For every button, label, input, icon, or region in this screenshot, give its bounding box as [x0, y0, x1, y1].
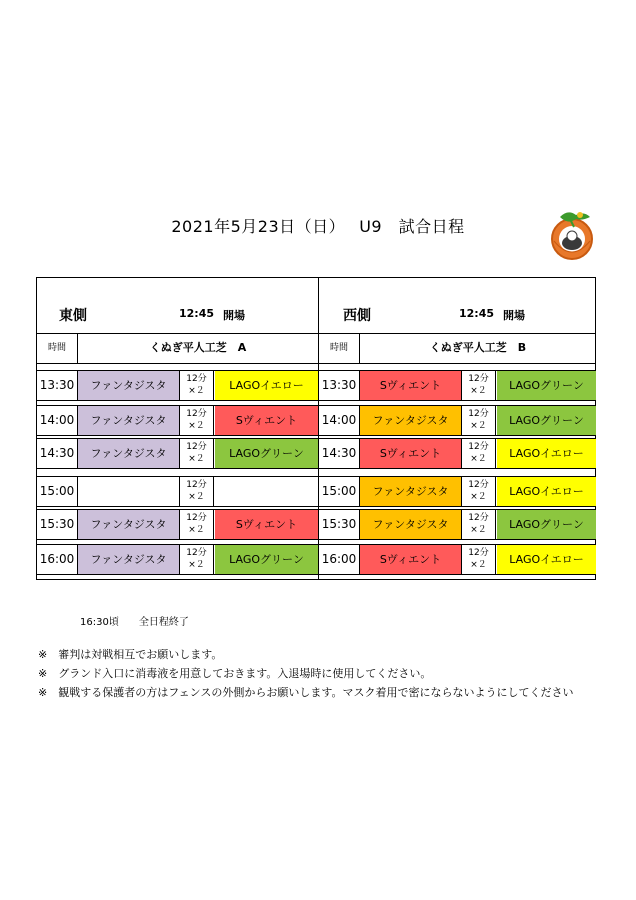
team-a: ファンタジスタ — [78, 371, 180, 400]
match-time: 14:00 — [37, 406, 78, 435]
match-time: 14:00 — [319, 406, 360, 435]
match-time: 16:00 — [319, 545, 360, 574]
match-time: 13:30 — [37, 371, 78, 400]
schedule-row — [37, 544, 318, 575]
team-a — [78, 477, 180, 506]
team-b: LAGOグリーン — [215, 439, 318, 468]
schedule-table — [36, 277, 596, 580]
team-b: Sヴィエント — [215, 406, 318, 435]
match-duration: 12分 ×２ — [462, 371, 496, 400]
match-duration: 12分 ×２ — [180, 406, 214, 435]
schedule-row — [319, 544, 596, 575]
side-name: 西側 — [343, 308, 371, 324]
match-time: 14:30 — [37, 439, 78, 468]
time-column-label: 時間 — [319, 333, 360, 363]
note-item: ※ グランド入口に消毒液を用意しておきます。入退場時に使用してください。 — [38, 667, 432, 680]
team-b: LAGOグリーン — [497, 406, 596, 435]
team-a: ファンタジスタ — [78, 545, 180, 574]
match-duration: 12分 ×２ — [462, 477, 496, 506]
page-title: 2021年5月23日（日） U9 試合日程 — [171, 217, 465, 236]
schedule-row — [37, 405, 318, 436]
schedule-row — [319, 509, 596, 540]
team-b: LAGOイエロー — [497, 439, 596, 468]
west-subheader — [319, 333, 596, 364]
match-time: 13:30 — [319, 371, 360, 400]
team-a: Sヴィエント — [360, 439, 462, 468]
west-header — [319, 278, 596, 334]
match-time: 15:30 — [319, 510, 360, 539]
team-a: ファンタジスタ — [78, 439, 180, 468]
match-duration: 12分 ×２ — [462, 510, 496, 539]
end-note: 16:30頃 全日程終了 — [80, 617, 189, 628]
schedule-row — [319, 405, 596, 436]
team-b: LAGOイエロー — [497, 477, 596, 506]
team-a: ファンタジスタ — [360, 406, 462, 435]
schedule-row — [37, 370, 318, 401]
open-time: 12:45 — [179, 307, 215, 320]
team-b: LAGOグリーン — [497, 371, 596, 400]
schedule-row — [37, 438, 318, 469]
match-time: 16:00 — [37, 545, 78, 574]
club-logo-icon — [546, 205, 598, 263]
team-a: ファンタジスタ — [360, 510, 462, 539]
match-duration: 12分 ×２ — [462, 439, 496, 468]
team-b: LAGOグリーン — [497, 510, 596, 539]
match-time: 15:00 — [319, 477, 360, 506]
schedule-row — [319, 370, 596, 401]
team-b: LAGOイエロー — [497, 545, 596, 574]
match-duration: 12分 ×２ — [180, 545, 214, 574]
match-time: 14:30 — [319, 439, 360, 468]
note-item: ※ 観戦する保護者の方はフェンスの外側からお願いします。マスク着用で密にならないようにしてください — [38, 686, 574, 699]
team-a: Sヴィエント — [360, 545, 462, 574]
match-duration: 12分 ×２ — [180, 439, 214, 468]
match-time: 15:30 — [37, 510, 78, 539]
team-a: ファンタジスタ — [78, 406, 180, 435]
west-side-panel — [318, 278, 596, 579]
team-a: ファンタジスタ — [360, 477, 462, 506]
match-duration: 12分 ×２ — [462, 545, 496, 574]
schedule-row — [37, 509, 318, 540]
open-time: 12:45 — [459, 307, 495, 320]
east-header — [37, 278, 318, 334]
time-column-label: 時間 — [37, 333, 78, 363]
match-duration: 12分 ×２ — [180, 371, 214, 400]
team-b: LAGOグリーン — [215, 545, 318, 574]
match-duration: 12分 ×２ — [180, 510, 214, 539]
team-b — [215, 477, 318, 506]
venue-name: くぬぎ平人工芝 A — [149, 341, 247, 354]
side-name: 東側 — [59, 308, 87, 324]
schedule-row — [319, 476, 596, 507]
match-time: 15:00 — [37, 477, 78, 506]
open-label: 開場 — [503, 309, 525, 322]
notes-list — [38, 646, 573, 703]
east-subheader — [37, 333, 318, 364]
team-b: Sヴィエント — [215, 510, 318, 539]
schedule-row — [37, 476, 318, 507]
open-label: 開場 — [223, 309, 245, 322]
team-b: LAGOイエロー — [215, 371, 318, 400]
schedule-row — [319, 438, 596, 469]
venue-name: くぬぎ平人工芝 B — [429, 341, 527, 354]
match-duration: 12分 ×２ — [462, 406, 496, 435]
team-a: ファンタジスタ — [78, 510, 180, 539]
east-side-panel — [37, 278, 318, 579]
match-duration: 12分 ×２ — [180, 477, 214, 506]
note-item: ※ 審判は対戦相互でお願いします。 — [38, 648, 223, 661]
team-a: Sヴィエント — [360, 371, 462, 400]
